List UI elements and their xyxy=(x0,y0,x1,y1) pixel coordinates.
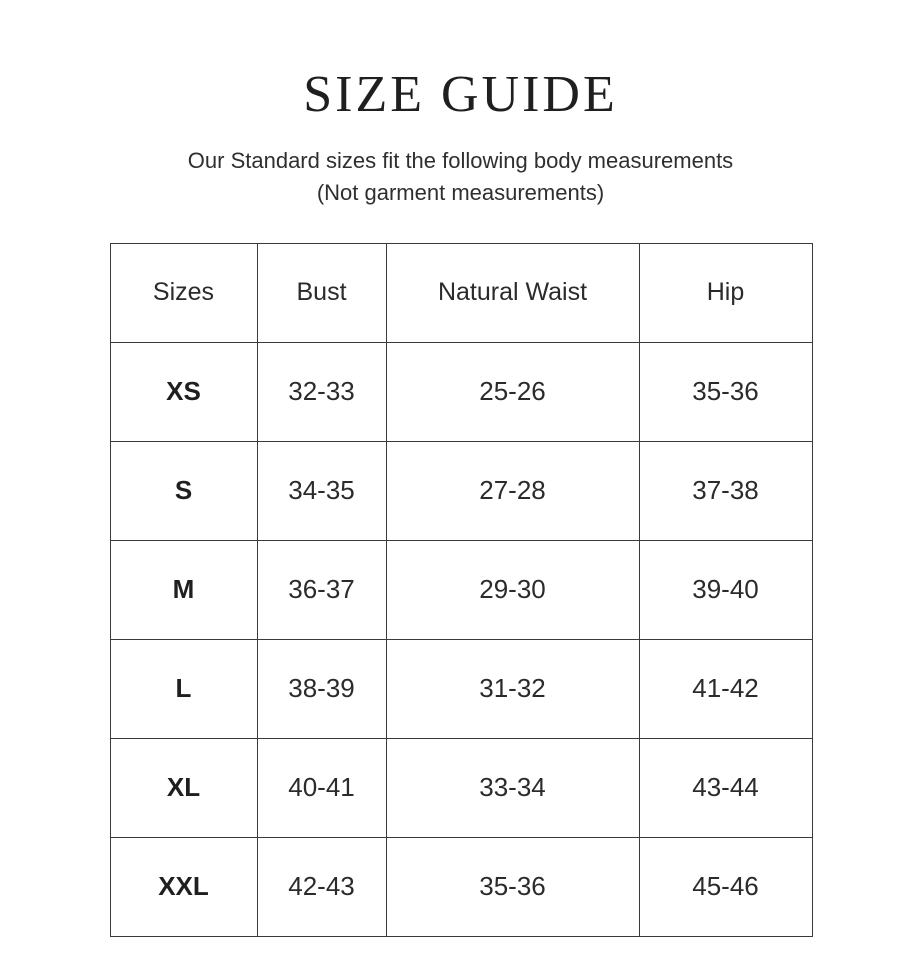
size-table-container xyxy=(110,243,812,937)
table-row xyxy=(110,540,812,639)
column-header-hip: Hip xyxy=(639,243,812,342)
cell-hip: 41-42 xyxy=(639,639,812,738)
cell-bust: 34-35 xyxy=(257,441,386,540)
table-row xyxy=(110,441,812,540)
cell-bust: 42-43 xyxy=(257,837,386,936)
subtitle-line-2: (Not garment measurements) xyxy=(316,180,605,206)
table-header-row xyxy=(110,243,812,342)
subtitle-line-1: Our Standard sizes fit the following body measurements xyxy=(187,148,734,174)
cell-waist: 35-36 xyxy=(386,837,639,936)
table-row xyxy=(110,342,812,441)
cell-waist: 27-28 xyxy=(386,441,639,540)
cell-hip: 45-46 xyxy=(639,837,812,936)
table-row xyxy=(110,738,812,837)
cell-waist: 25-26 xyxy=(386,342,639,441)
size-table xyxy=(110,243,813,937)
table-header xyxy=(110,243,812,342)
column-header-natural-waist: Natural Waist xyxy=(386,243,639,342)
cell-hip: 35-36 xyxy=(639,342,812,441)
cell-hip: 37-38 xyxy=(639,441,812,540)
table-row xyxy=(110,837,812,936)
cell-size: M xyxy=(110,540,257,639)
cell-bust: 32-33 xyxy=(257,342,386,441)
cell-size: L xyxy=(110,639,257,738)
cell-waist: 31-32 xyxy=(386,639,639,738)
cell-hip: 43-44 xyxy=(639,738,812,837)
page-title: SIZE GUIDE xyxy=(303,66,618,123)
cell-size: XS xyxy=(110,342,257,441)
column-header-sizes: Sizes xyxy=(110,243,257,342)
cell-bust: 40-41 xyxy=(257,738,386,837)
cell-size: XL xyxy=(110,738,257,837)
cell-hip: 39-40 xyxy=(639,540,812,639)
cell-bust: 36-37 xyxy=(257,540,386,639)
cell-size: XXL xyxy=(110,837,257,936)
cell-bust: 38-39 xyxy=(257,639,386,738)
cell-size: S xyxy=(110,441,257,540)
column-header-bust: Bust xyxy=(257,243,386,342)
cell-waist: 33-34 xyxy=(386,738,639,837)
table-row xyxy=(110,639,812,738)
page-subtitle xyxy=(66,145,856,209)
table-body xyxy=(110,342,812,936)
cell-waist: 29-30 xyxy=(386,540,639,639)
